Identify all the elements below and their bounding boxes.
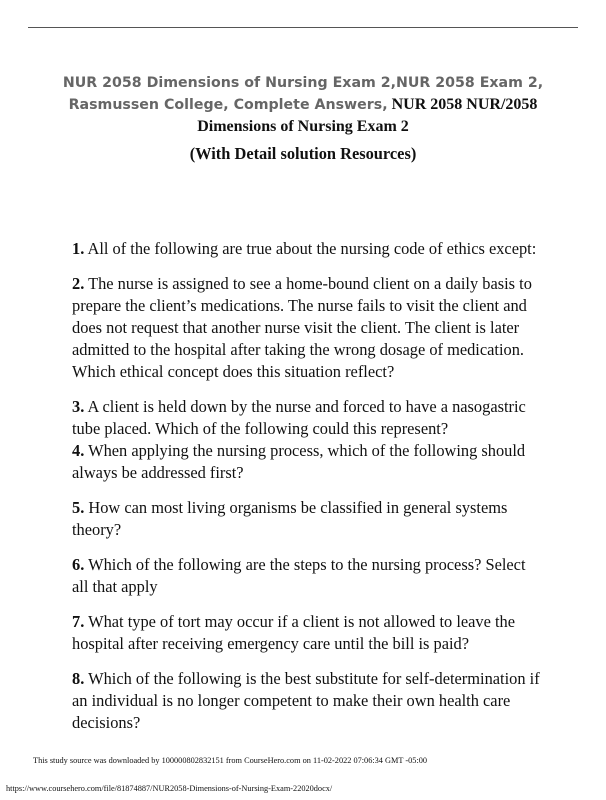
- document-subtitle: (With Detail solution Resources): [189, 144, 417, 163]
- question-list: [72, 238, 542, 747]
- question-6: [72, 554, 542, 598]
- top-rule: [28, 27, 578, 28]
- question-8: [72, 668, 542, 734]
- title-serif-part: NUR 2058 NUR/2058 Dimensions of Nursing Exam 2: [197, 96, 538, 135]
- download-note: This study source was downloaded by 100000802832151 from CourseHero.com on 11-02-2022 07:06:34 GMT -05:00: [33, 756, 428, 765]
- question-1: [72, 238, 542, 260]
- title-sans-part: NUR 2058 Dimensions of Nursing Exam 2,NUR 2058 Exam 2, Rasmussen College, Complete Answers,: [62, 75, 544, 113]
- question-number: 6.: [72, 555, 85, 574]
- question-number: 7.: [72, 612, 85, 631]
- question-3: [72, 396, 542, 440]
- question-text: The nurse is assigned to see a home-bound client on a daily basis to prepare the client’s medications. The nurse fails to visit the client and does not request that another nurse visit the client. The client is later admitted to the hospital after taking the wrong dosage of medication. Which ethical concept does this situation reflect?: [72, 274, 532, 381]
- question-number: 3.: [72, 397, 85, 416]
- question-text: When applying the nursing process, which of the following should always be addressed first?: [72, 441, 526, 482]
- question-text: Which of the following are the steps to the nursing process? Select all that apply: [72, 555, 526, 596]
- question-4: [72, 440, 542, 484]
- question-text: A client is held down by the nurse and forced to have a nasogastric tube placed. Which of the following could this represent?: [72, 397, 526, 438]
- question-number: 2.: [72, 274, 85, 293]
- question-text: What type of tort may occur if a client is not allowed to leave the hospital after receiving emergency care until the bill is paid?: [72, 612, 516, 653]
- question-number: 8.: [72, 669, 85, 688]
- question-7: [72, 611, 542, 655]
- question-text: Which of the following is the best substitute for self-determination if an individual is no longer competent to make their own health care decisions?: [72, 669, 540, 732]
- question-2: [72, 273, 542, 383]
- question-text: All of the following are true about the nursing code of ethics except:: [84, 239, 537, 258]
- question-text: How can most living organisms be classified in general systems theory?: [72, 498, 508, 539]
- document-title: [60, 72, 546, 137]
- question-5: [72, 497, 542, 541]
- question-number: 5.: [72, 498, 85, 517]
- question-number: 4.: [72, 441, 85, 460]
- question-number: 1.: [72, 239, 85, 258]
- source-url: https://www.coursehero.com/file/81874887/NUR2058-Dimensions-of-Nursing-Exam-22020docx/: [6, 784, 333, 793]
